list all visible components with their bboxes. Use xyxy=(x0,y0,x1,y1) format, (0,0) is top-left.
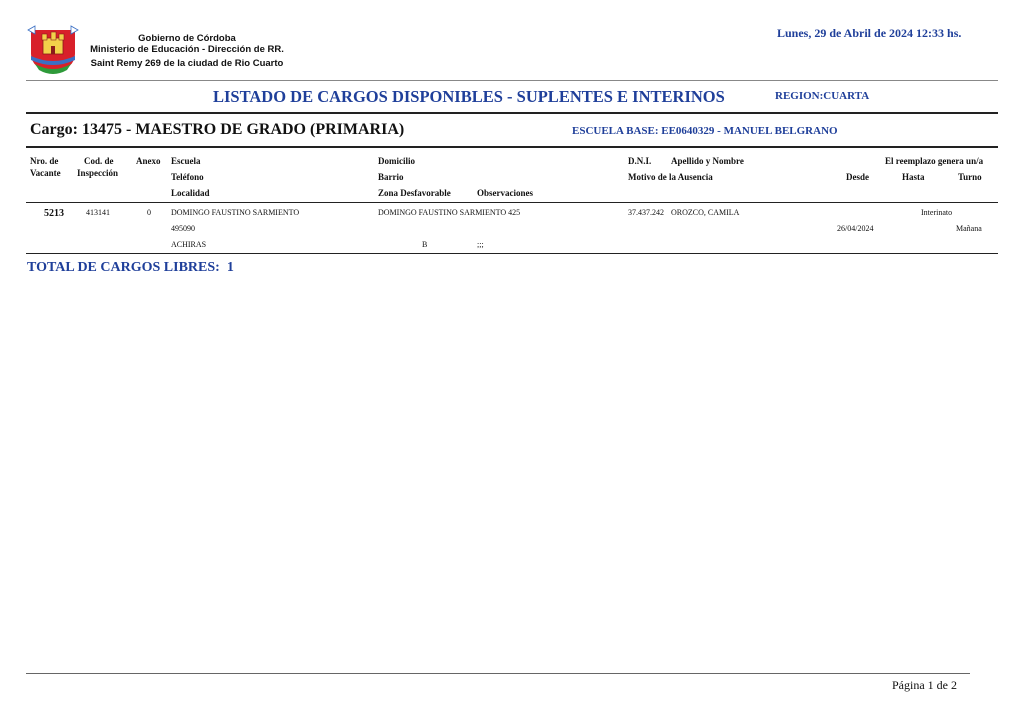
col-anexo: Anexo xyxy=(136,156,161,166)
cell-turno: Mañana xyxy=(956,224,982,233)
cell-localidad: ACHIRAS xyxy=(171,240,207,249)
cell-cod-inspeccion: 413141 xyxy=(86,208,110,217)
cargo-divider xyxy=(26,146,998,148)
org-line-gobierno: Gobierno de Córdoba xyxy=(138,33,236,44)
col-observaciones: Observaciones xyxy=(477,188,533,198)
title-divider xyxy=(26,112,998,114)
cell-observaciones: ;;; xyxy=(477,240,484,249)
col-zona-desfavorable: Zona Desfavorable xyxy=(378,188,451,198)
col-apellido-nombre: Apellido y Nombre xyxy=(671,156,744,166)
report-datetime: Lunes, 29 de Abril de 2024 12:33 hs. xyxy=(777,26,962,40)
cell-domicilio: DOMINGO FAUSTINO SARMIENTO 425 xyxy=(378,208,521,217)
col-domicilio: Domicilio xyxy=(378,156,415,166)
col-dni: D.N.I. xyxy=(628,156,652,166)
total-cargos-libres: TOTAL DE CARGOS LIBRES: 1 xyxy=(27,260,234,275)
cell-reemplazo: Interinato xyxy=(921,208,953,217)
escuela-base-label: ESCUELA BASE: EE0640329 - MANUEL BELGRANO xyxy=(572,125,838,137)
col-motivo-ausencia: Motivo de la Ausencia xyxy=(628,172,713,182)
col-reemplazo: El reemplazo genera un/a xyxy=(885,156,984,166)
col-turno: Turno xyxy=(958,172,982,182)
page-number: Página 1 de 2 xyxy=(892,678,957,692)
cell-telefono: 495090 xyxy=(171,224,195,233)
org-line-ministerio: Ministerio de Educación - Dirección de RR. xyxy=(90,44,284,55)
cordoba-crest-logo xyxy=(27,24,79,78)
cell-nro-vacante: 5213 xyxy=(44,208,64,219)
col-cod-inspeccion-l1: Cod. de xyxy=(84,156,114,166)
footer-divider xyxy=(26,673,970,674)
col-barrio: Barrio xyxy=(378,172,404,182)
table-bottom-divider xyxy=(26,253,998,254)
col-nro-vacante-l2: Vacante xyxy=(30,168,61,178)
col-desde: Desde xyxy=(846,172,869,182)
cell-dni: 37.437.242 xyxy=(628,208,664,217)
col-nro-vacante-l1: Nro. de xyxy=(30,156,59,166)
header-divider xyxy=(26,80,998,81)
col-telefono: Teléfono xyxy=(171,172,204,182)
org-header xyxy=(80,33,294,69)
cell-zona-desfavorable: B xyxy=(422,240,428,249)
cell-desde: 26/04/2024 xyxy=(837,224,874,233)
col-hasta: Hasta xyxy=(902,172,925,182)
org-line-address: Saint Remy 269 de la ciudad de Rio Cuarto xyxy=(90,58,284,69)
cargo-label: Cargo: 13475 - MAESTRO DE GRADO (PRIMARIA) xyxy=(30,121,405,138)
cell-escuela: DOMINGO FAUSTINO SARMIENTO xyxy=(171,208,300,217)
region-label: REGION:CUARTA xyxy=(775,90,870,102)
cell-apellido-nombre: OROZCO, CAMILA xyxy=(671,208,740,217)
table-header-divider xyxy=(26,202,998,203)
col-localidad: Localidad xyxy=(171,188,210,198)
cell-anexo: 0 xyxy=(147,208,151,217)
col-escuela: Escuela xyxy=(171,156,201,166)
col-cod-inspeccion-l2: Inspección xyxy=(77,168,119,178)
report-title: LISTADO DE CARGOS DISPONIBLES - SUPLENTES E INTERINOS xyxy=(213,87,725,106)
